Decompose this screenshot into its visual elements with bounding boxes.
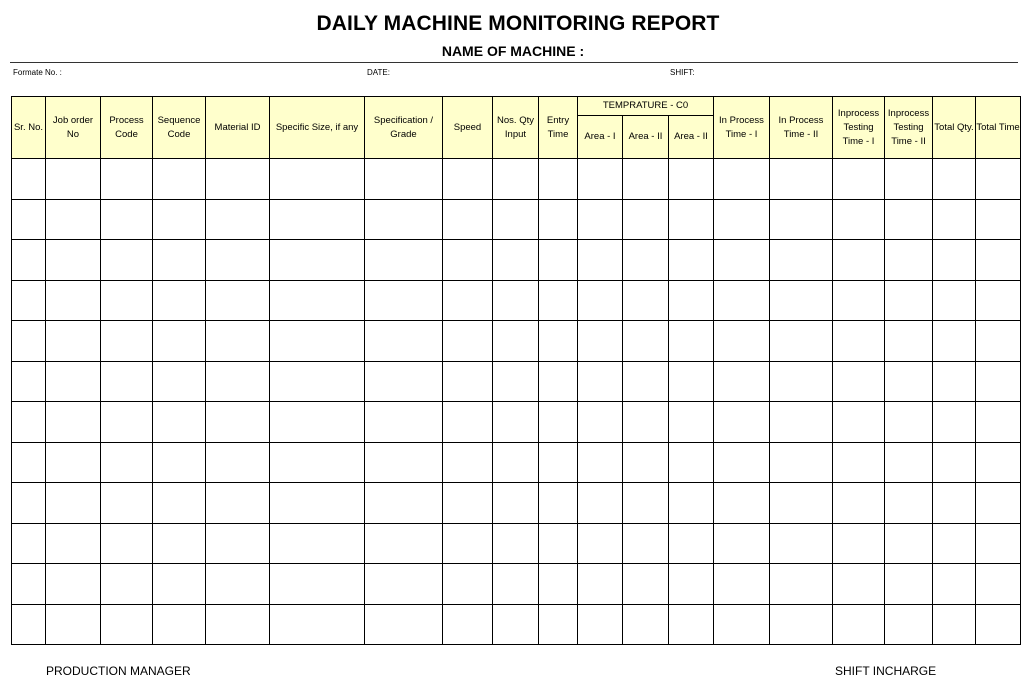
header-testing-time-1: Inprocess Testing Time - I [833, 97, 885, 159]
shift-incharge-signature-label: SHIFT INCHARGE [835, 664, 937, 678]
table-cell[interactable] [578, 280, 623, 321]
table-cell[interactable] [669, 604, 714, 645]
table-cell[interactable] [443, 604, 493, 645]
table-cell[interactable] [885, 564, 933, 605]
table-cell[interactable] [770, 442, 833, 483]
table-cell[interactable] [539, 402, 578, 443]
table-cell[interactable] [623, 159, 669, 200]
table-cell[interactable] [153, 280, 206, 321]
table-cell[interactable] [770, 361, 833, 402]
format-number-label: Formate No. : [13, 68, 62, 77]
table-cell[interactable] [443, 199, 493, 240]
table-cell[interactable] [101, 483, 153, 524]
table-cell[interactable] [976, 402, 1021, 443]
table-cell[interactable] [206, 280, 270, 321]
table-cell[interactable] [885, 240, 933, 281]
table-cell[interactable] [443, 321, 493, 362]
table-cell[interactable] [933, 604, 976, 645]
header-specification: Specification / Grade [365, 97, 443, 159]
monitoring-table [11, 96, 1021, 645]
table-cell[interactable] [270, 483, 365, 524]
table-cell[interactable] [669, 483, 714, 524]
table-cell[interactable] [885, 604, 933, 645]
table-cell[interactable] [493, 604, 539, 645]
table-row [12, 199, 1021, 240]
table-cell[interactable] [933, 321, 976, 362]
table-cell[interactable] [365, 523, 443, 564]
table-cell[interactable] [493, 523, 539, 564]
table-cell[interactable] [714, 159, 770, 200]
table-cell[interactable] [46, 402, 101, 443]
table-cell[interactable] [101, 442, 153, 483]
table-cell[interactable] [270, 199, 365, 240]
header-material-id: Material ID [206, 97, 270, 159]
table-cell[interactable] [885, 442, 933, 483]
table-cell[interactable] [493, 564, 539, 605]
table-cell[interactable] [539, 361, 578, 402]
table-cell[interactable] [714, 199, 770, 240]
table-cell[interactable] [714, 321, 770, 362]
table-cell[interactable] [12, 604, 46, 645]
table-cell[interactable] [714, 442, 770, 483]
table-cell[interactable] [933, 442, 976, 483]
table-row [12, 402, 1021, 443]
table-cell[interactable] [770, 321, 833, 362]
table-cell[interactable] [46, 361, 101, 402]
table-cell[interactable] [669, 280, 714, 321]
table-cell[interactable] [493, 199, 539, 240]
table-cell[interactable] [493, 240, 539, 281]
table-cell[interactable] [669, 321, 714, 362]
table-row [12, 159, 1021, 200]
table-cell[interactable] [206, 564, 270, 605]
header-total-time: Total Time [976, 97, 1021, 159]
table-cell[interactable] [669, 361, 714, 402]
table-cell[interactable] [206, 604, 270, 645]
table-cell[interactable] [46, 199, 101, 240]
table-cell[interactable] [770, 402, 833, 443]
table-row [12, 604, 1021, 645]
table-cell[interactable] [12, 321, 46, 362]
table-cell[interactable] [365, 199, 443, 240]
table-cell[interactable] [46, 321, 101, 362]
table-cell[interactable] [153, 159, 206, 200]
table-cell[interactable] [46, 564, 101, 605]
table-cell[interactable] [493, 442, 539, 483]
header-specific-size: Specific Size, if any [270, 97, 365, 159]
table-cell[interactable] [976, 159, 1021, 200]
table-cell[interactable] [933, 199, 976, 240]
table-cell[interactable] [539, 604, 578, 645]
table-cell[interactable] [12, 402, 46, 443]
production-manager-signature-label: PRODUCTION MANAGER [46, 664, 191, 678]
table-cell[interactable] [578, 523, 623, 564]
table-cell[interactable] [976, 442, 1021, 483]
shift-label: SHIFT: [670, 68, 695, 77]
table-cell[interactable] [933, 361, 976, 402]
table-cell[interactable] [12, 361, 46, 402]
table-cell[interactable] [976, 604, 1021, 645]
table-cell[interactable] [101, 402, 153, 443]
report-title: DAILY MACHINE MONITORING REPORT [316, 12, 720, 35]
table-cell[interactable] [101, 240, 153, 281]
table-cell[interactable] [46, 483, 101, 524]
table-cell[interactable] [976, 199, 1021, 240]
table-cell[interactable] [270, 159, 365, 200]
table-cell[interactable] [933, 280, 976, 321]
table-cell[interactable] [669, 240, 714, 281]
table-cell[interactable] [714, 402, 770, 443]
table-cell[interactable] [770, 483, 833, 524]
header-entry-time: Entry Time [539, 97, 578, 159]
table-cell[interactable] [46, 442, 101, 483]
table-cell[interactable] [885, 159, 933, 200]
header-sequence-code: Sequence Code [153, 97, 206, 159]
table-cell[interactable] [539, 442, 578, 483]
table-cell[interactable] [206, 523, 270, 564]
table-cell[interactable] [443, 564, 493, 605]
table-cell[interactable] [933, 483, 976, 524]
table-cell[interactable] [539, 523, 578, 564]
table-cell[interactable] [153, 483, 206, 524]
table-cell[interactable] [578, 442, 623, 483]
table-cell[interactable] [443, 361, 493, 402]
table-cell[interactable] [12, 523, 46, 564]
table-cell[interactable] [493, 280, 539, 321]
table-cell[interactable] [885, 523, 933, 564]
table-cell[interactable] [153, 604, 206, 645]
table-cell[interactable] [833, 240, 885, 281]
table-cell[interactable] [623, 240, 669, 281]
table-cell[interactable] [833, 564, 885, 605]
table-cell[interactable] [270, 361, 365, 402]
table-cell[interactable] [493, 361, 539, 402]
table-cell[interactable] [714, 604, 770, 645]
table-cell[interactable] [101, 564, 153, 605]
table-cell[interactable] [206, 402, 270, 443]
table-cell[interactable] [714, 240, 770, 281]
table-cell[interactable] [714, 523, 770, 564]
table-cell[interactable] [833, 604, 885, 645]
table-cell[interactable] [833, 483, 885, 524]
table-cell[interactable] [885, 483, 933, 524]
table-cell[interactable] [270, 604, 365, 645]
table-cell[interactable] [206, 159, 270, 200]
table-cell[interactable] [493, 483, 539, 524]
table-cell[interactable] [46, 159, 101, 200]
table-cell[interactable] [153, 361, 206, 402]
table-cell[interactable] [46, 523, 101, 564]
table-cell[interactable] [669, 199, 714, 240]
table-cell[interactable] [933, 240, 976, 281]
table-cell[interactable] [153, 321, 206, 362]
table-cell[interactable] [578, 159, 623, 200]
table-row [12, 523, 1021, 564]
table-cell[interactable] [833, 159, 885, 200]
table-cell[interactable] [270, 321, 365, 362]
table-cell[interactable] [833, 361, 885, 402]
table-cell[interactable] [714, 483, 770, 524]
table-cell[interactable] [770, 564, 833, 605]
header-job-order: Job order No [46, 97, 101, 159]
table-cell[interactable] [493, 402, 539, 443]
table-cell[interactable] [669, 159, 714, 200]
table-cell[interactable] [12, 280, 46, 321]
table-cell[interactable] [443, 483, 493, 524]
table-cell[interactable] [12, 240, 46, 281]
table-cell[interactable] [270, 240, 365, 281]
table-cell[interactable] [578, 240, 623, 281]
table-cell[interactable] [578, 199, 623, 240]
table-cell[interactable] [443, 402, 493, 443]
date-label: DATE: [367, 68, 390, 77]
table-cell[interactable] [770, 159, 833, 200]
table-cell[interactable] [539, 280, 578, 321]
table-cell[interactable] [833, 523, 885, 564]
table-cell[interactable] [933, 159, 976, 200]
table-cell[interactable] [46, 604, 101, 645]
table-cell[interactable] [885, 361, 933, 402]
table-cell[interactable] [833, 402, 885, 443]
table-cell[interactable] [206, 240, 270, 281]
table-cell[interactable] [206, 483, 270, 524]
table-cell[interactable] [770, 280, 833, 321]
table-row [12, 280, 1021, 321]
table-cell[interactable] [365, 159, 443, 200]
table-cell[interactable] [976, 483, 1021, 524]
table-cell[interactable] [976, 240, 1021, 281]
table-cell[interactable] [153, 564, 206, 605]
table-cell[interactable] [101, 159, 153, 200]
table-cell[interactable] [365, 604, 443, 645]
table-cell[interactable] [976, 280, 1021, 321]
table-cell[interactable] [443, 240, 493, 281]
table-cell[interactable] [623, 604, 669, 645]
header-area-2-second: Area - II [669, 116, 714, 159]
table-cell[interactable] [933, 523, 976, 564]
table-cell[interactable] [206, 199, 270, 240]
header-divider [10, 62, 1018, 63]
table-row [12, 321, 1021, 362]
table-cell[interactable] [623, 442, 669, 483]
table-cell[interactable] [493, 321, 539, 362]
header-sr-no: Sr. No. [12, 97, 46, 159]
table-body [12, 159, 1021, 645]
table-cell[interactable] [623, 564, 669, 605]
table-cell[interactable] [976, 523, 1021, 564]
table-cell[interactable] [101, 321, 153, 362]
table-cell[interactable] [365, 361, 443, 402]
table-cell[interactable] [578, 564, 623, 605]
table-row [12, 564, 1021, 605]
table-cell[interactable] [153, 240, 206, 281]
table-cell[interactable] [623, 523, 669, 564]
table-cell[interactable] [270, 280, 365, 321]
table-cell[interactable] [365, 442, 443, 483]
table-cell[interactable] [365, 483, 443, 524]
table-cell[interactable] [623, 199, 669, 240]
table-cell[interactable] [101, 280, 153, 321]
table-cell[interactable] [885, 280, 933, 321]
table-cell[interactable] [365, 564, 443, 605]
table-cell[interactable] [206, 442, 270, 483]
header-in-process-time-1: In Process Time - I [714, 97, 770, 159]
table-cell[interactable] [669, 402, 714, 443]
table-cell[interactable] [669, 442, 714, 483]
table-cell[interactable] [206, 321, 270, 362]
table-cell[interactable] [46, 280, 101, 321]
header-process-code: Process Code [101, 97, 153, 159]
table-cell[interactable] [493, 159, 539, 200]
table-cell[interactable] [770, 604, 833, 645]
machine-name-label: NAME OF MACHINE : [441, 43, 585, 59]
table-cell[interactable] [976, 564, 1021, 605]
table-cell[interactable] [976, 321, 1021, 362]
table-cell[interactable] [365, 402, 443, 443]
table-cell[interactable] [365, 280, 443, 321]
table-cell[interactable] [714, 361, 770, 402]
table-cell[interactable] [539, 240, 578, 281]
table-cell[interactable] [770, 240, 833, 281]
table-cell[interactable] [578, 402, 623, 443]
table-cell[interactable] [578, 361, 623, 402]
table-cell[interactable] [443, 280, 493, 321]
table-cell[interactable] [539, 321, 578, 362]
table-cell[interactable] [669, 564, 714, 605]
table-cell[interactable] [12, 483, 46, 524]
table-cell[interactable] [714, 564, 770, 605]
table-cell[interactable] [623, 361, 669, 402]
table-cell[interactable] [833, 442, 885, 483]
table-cell[interactable] [770, 199, 833, 240]
table-cell[interactable] [833, 199, 885, 240]
table-cell[interactable] [270, 442, 365, 483]
table-cell[interactable] [933, 564, 976, 605]
table-cell[interactable] [539, 159, 578, 200]
header-speed: Speed [443, 97, 493, 159]
table-cell[interactable] [578, 483, 623, 524]
table-cell[interactable] [101, 604, 153, 645]
table-cell[interactable] [833, 280, 885, 321]
header-total-qty: Total Qty. [933, 97, 976, 159]
table-cell[interactable] [12, 199, 46, 240]
table-row [12, 240, 1021, 281]
table-cell[interactable] [623, 402, 669, 443]
table-cell[interactable] [885, 402, 933, 443]
header-area-2: Area - II [623, 116, 669, 159]
table-cell[interactable] [833, 321, 885, 362]
table-cell[interactable] [101, 199, 153, 240]
table-cell[interactable] [443, 159, 493, 200]
table-cell[interactable] [270, 402, 365, 443]
table-cell[interactable] [206, 361, 270, 402]
table-cell[interactable] [669, 523, 714, 564]
table-cell[interactable] [153, 442, 206, 483]
table-cell[interactable] [12, 442, 46, 483]
table-cell[interactable] [578, 604, 623, 645]
table-cell[interactable] [623, 321, 669, 362]
table-cell[interactable] [12, 564, 46, 605]
table-cell[interactable] [885, 199, 933, 240]
table-cell[interactable] [365, 240, 443, 281]
table-row [12, 361, 1021, 402]
table-cell[interactable] [270, 523, 365, 564]
table-cell[interactable] [623, 280, 669, 321]
table-cell[interactable] [578, 321, 623, 362]
table-cell[interactable] [933, 402, 976, 443]
table-cell[interactable] [976, 361, 1021, 402]
table-cell[interactable] [539, 483, 578, 524]
table-cell[interactable] [443, 523, 493, 564]
header-qty-input: Nos. Qty Input [493, 97, 539, 159]
table-cell[interactable] [885, 321, 933, 362]
table-cell[interactable] [539, 199, 578, 240]
table-cell[interactable] [443, 442, 493, 483]
table-cell[interactable] [153, 402, 206, 443]
table-cell[interactable] [101, 523, 153, 564]
table-cell[interactable] [12, 159, 46, 200]
table-cell[interactable] [539, 564, 578, 605]
table-cell[interactable] [365, 321, 443, 362]
table-cell[interactable] [270, 564, 365, 605]
table-row [12, 483, 1021, 524]
header-temperature: TEMPRATURE - C0 [578, 97, 714, 116]
header-in-process-time-2: In Process Time - II [770, 97, 833, 159]
table-cell[interactable] [153, 199, 206, 240]
header-area-1: Area - I [578, 116, 623, 159]
table-cell[interactable] [714, 280, 770, 321]
header-testing-time-2: Inprocess Testing Time - II [885, 97, 933, 159]
table-row [12, 442, 1021, 483]
table-cell[interactable] [153, 523, 206, 564]
table-cell[interactable] [46, 240, 101, 281]
table-cell[interactable] [623, 483, 669, 524]
table-cell[interactable] [101, 361, 153, 402]
table-cell[interactable] [770, 523, 833, 564]
